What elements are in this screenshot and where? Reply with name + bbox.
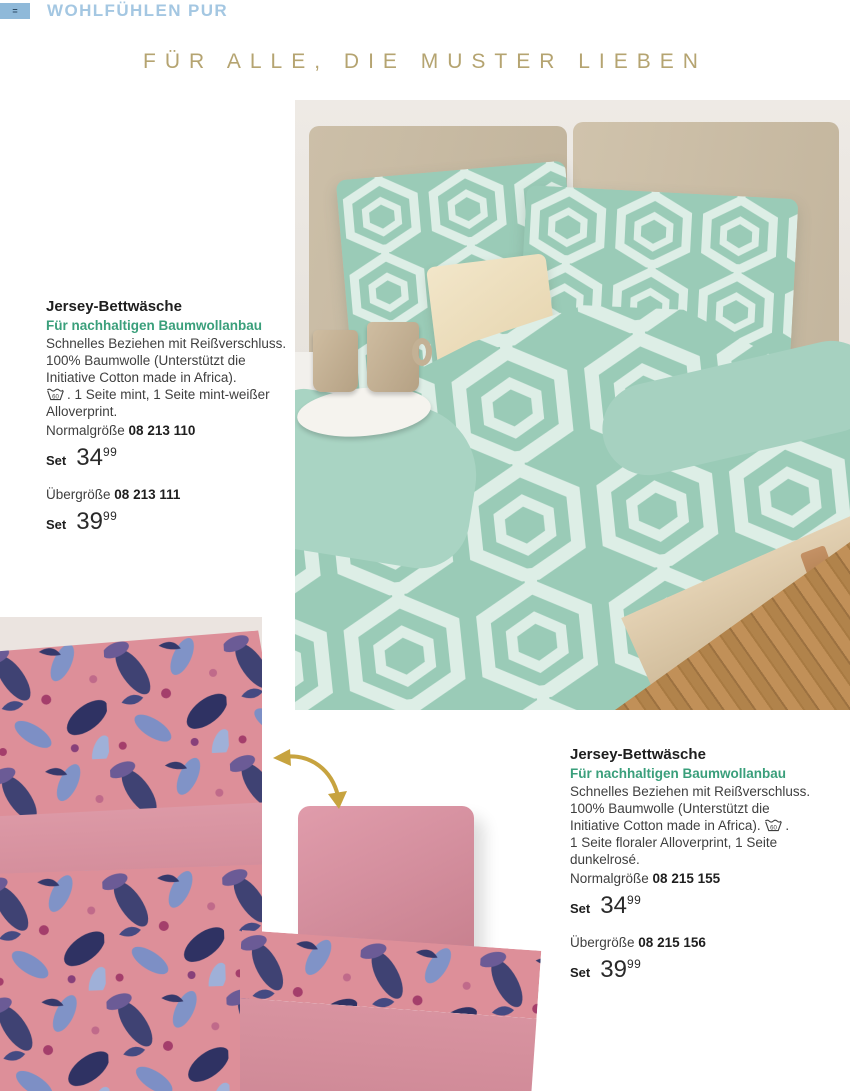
product-desc-text: Initiative Cotton made in Africa).: [570, 818, 761, 833]
floral-pillow: [0, 629, 262, 832]
product-eco-subtitle: Für nachhaltigen Baumwollanbau: [570, 766, 787, 781]
mug-left: [313, 330, 358, 392]
product-desc-line: [46, 386, 296, 403]
product-title: Jersey-Bettwäsche: [46, 298, 182, 315]
price-value: 34: [76, 444, 103, 471]
size-label: Übergröße: [46, 487, 111, 502]
mug-handle: [412, 338, 432, 366]
size-row-oversize: [46, 486, 296, 503]
product-desc-line: 100% Baumwolle (Unterstützt die: [570, 801, 770, 816]
size-row-normal: [570, 870, 850, 887]
size-label: Übergröße: [570, 935, 635, 950]
price-row: [570, 892, 850, 918]
floral-pattern: [0, 629, 262, 832]
product-desc-line: [570, 817, 850, 834]
size-label: Normalgröße: [570, 871, 649, 886]
product-desc-text: . 1 Seite mint, 1 Seite mint-weißer: [67, 387, 270, 402]
article-number: 08 215 155: [652, 871, 721, 886]
set-label: Set: [46, 517, 67, 532]
price-cents: 99: [626, 893, 642, 907]
price-value: 39: [600, 956, 627, 983]
product-title: Jersey-Bettwäsche: [570, 746, 706, 763]
product-desc-line: 100% Baumwolle (Unterstützt die: [46, 353, 246, 368]
main-photo-mint-bedding: [295, 100, 850, 710]
article-number: 08 213 111: [114, 487, 181, 502]
size-row-normal: [46, 422, 296, 439]
product-block-rose: [570, 746, 850, 998]
price-value: 34: [600, 892, 627, 919]
size-row-oversize: [570, 934, 850, 951]
wash-temp-label: 60: [52, 394, 59, 401]
product-desc-text: .: [785, 818, 790, 833]
set-label: Set: [570, 965, 591, 980]
product-desc-line: Initiative Cotton made in Africa).: [46, 370, 237, 385]
product-desc-line: Schnelles Beziehen mit Reißverschluss.: [570, 784, 811, 799]
price-cents: 99: [626, 957, 642, 971]
wash-60-icon: [764, 818, 783, 832]
price-cents: 99: [102, 445, 118, 459]
product-block-mint: [46, 298, 296, 550]
product-eco-subtitle: Für nachhaltigen Baumwollanbau: [46, 318, 263, 333]
page-headline: FÜR ALLE, DIE MUSTER LIEBEN: [143, 50, 707, 73]
product-desc-line: Schnelles Beziehen mit Reißverschluss.: [46, 336, 287, 351]
floral-duvet: [0, 864, 262, 1091]
set-label: Set: [46, 453, 67, 468]
product-desc-line: dunkelrosé.: [570, 852, 640, 867]
price-value: 39: [76, 508, 103, 535]
floral-bedding-photo: [0, 617, 262, 1091]
page-marker-glyph: =: [12, 6, 18, 16]
article-number: 08 215 156: [638, 935, 706, 950]
rose-duvet: [240, 930, 541, 1091]
page-marker-tab: [0, 3, 30, 19]
price-cents: 99: [102, 509, 118, 523]
mug-right: [367, 322, 419, 392]
wash-60-icon: [46, 387, 65, 401]
size-label: Normalgröße: [46, 423, 125, 438]
wash-temp-label: 60: [770, 825, 778, 832]
floral-pattern: [0, 864, 262, 1091]
swap-arrow-icon: [266, 746, 358, 812]
price-row: [46, 508, 296, 534]
section-title: WOHLFÜHLEN PUR: [47, 1, 229, 20]
product-desc-line: 1 Seite floraler Alloverprint, 1 Seite: [570, 835, 778, 850]
price-row: [570, 956, 850, 982]
price-row: [46, 444, 296, 470]
set-label: Set: [570, 901, 591, 916]
product-desc-line: Alloverprint.: [46, 404, 118, 419]
article-number: 08 213 110: [128, 423, 196, 438]
